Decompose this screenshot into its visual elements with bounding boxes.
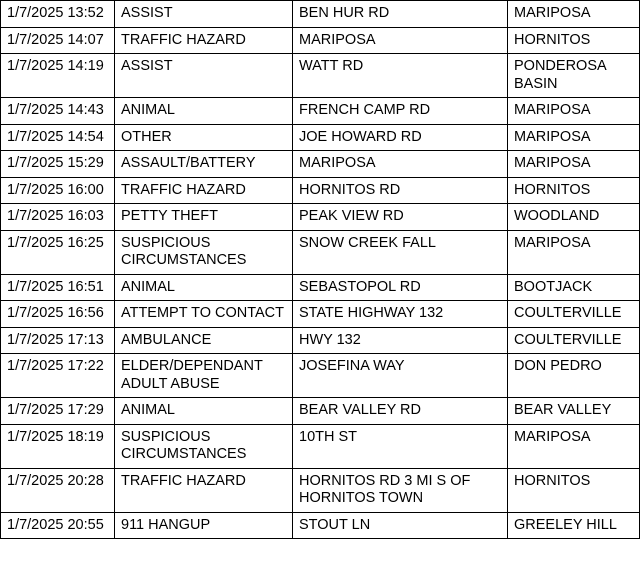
cell-type: ANIMAL xyxy=(115,274,293,301)
cell-area: BEAR VALLEY xyxy=(508,398,640,425)
cell-type: ASSAULT/BATTERY xyxy=(115,151,293,178)
cell-location: HORNITOS RD xyxy=(293,177,508,204)
cell-datetime: 1/7/2025 15:29 xyxy=(1,151,115,178)
table-row xyxy=(1,54,640,98)
cell-datetime: 1/7/2025 20:55 xyxy=(1,512,115,539)
cell-type: TRAFFIC HAZARD xyxy=(115,27,293,54)
cell-location: MARIPOSA xyxy=(293,27,508,54)
table-row xyxy=(1,151,640,178)
table-row xyxy=(1,98,640,125)
table-row xyxy=(1,468,640,512)
cell-type: 911 HANGUP xyxy=(115,512,293,539)
cell-datetime: 1/7/2025 14:19 xyxy=(1,54,115,98)
cell-location: HORNITOS RD 3 MI S OF HORNITOS TOWN xyxy=(293,468,508,512)
cell-type: ASSIST xyxy=(115,1,293,28)
cell-location: BEAR VALLEY RD xyxy=(293,398,508,425)
cell-area: BOOTJACK xyxy=(508,274,640,301)
cell-type: TRAFFIC HAZARD xyxy=(115,468,293,512)
cell-location: SNOW CREEK FALL xyxy=(293,230,508,274)
table-row xyxy=(1,124,640,151)
cell-area: WOODLAND xyxy=(508,204,640,231)
table-row xyxy=(1,230,640,274)
cell-type: PETTY THEFT xyxy=(115,204,293,231)
cell-location: STOUT LN xyxy=(293,512,508,539)
cell-location: JOSEFINA WAY xyxy=(293,354,508,398)
cell-type: ANIMAL xyxy=(115,398,293,425)
cell-area: MARIPOSA xyxy=(508,98,640,125)
cell-datetime: 1/7/2025 14:43 xyxy=(1,98,115,125)
cell-datetime: 1/7/2025 18:19 xyxy=(1,424,115,468)
cell-area: HORNITOS xyxy=(508,27,640,54)
table-row xyxy=(1,327,640,354)
cell-location: BEN HUR RD xyxy=(293,1,508,28)
cell-datetime: 1/7/2025 16:51 xyxy=(1,274,115,301)
cell-area: PONDEROSA BASIN xyxy=(508,54,640,98)
cell-datetime: 1/7/2025 16:56 xyxy=(1,301,115,328)
cell-type: SUSPICIOUS CIRCUMSTANCES xyxy=(115,424,293,468)
cell-location: SEBASTOPOL RD xyxy=(293,274,508,301)
cell-type: SUSPICIOUS CIRCUMSTANCES xyxy=(115,230,293,274)
table-row xyxy=(1,301,640,328)
cell-location: MARIPOSA xyxy=(293,151,508,178)
table-row xyxy=(1,424,640,468)
cell-type: ATTEMPT TO CONTACT xyxy=(115,301,293,328)
cell-location: PEAK VIEW RD xyxy=(293,204,508,231)
cell-type: AMBULANCE xyxy=(115,327,293,354)
table-row xyxy=(1,354,640,398)
table-row xyxy=(1,398,640,425)
cell-location: 10TH ST xyxy=(293,424,508,468)
cell-datetime: 1/7/2025 17:29 xyxy=(1,398,115,425)
cell-area: COULTERVILLE xyxy=(508,327,640,354)
table-row xyxy=(1,512,640,539)
table-row xyxy=(1,1,640,28)
cell-type: ASSIST xyxy=(115,54,293,98)
cell-area: HORNITOS xyxy=(508,468,640,512)
cell-datetime: 1/7/2025 14:54 xyxy=(1,124,115,151)
cell-area: MARIPOSA xyxy=(508,151,640,178)
cell-datetime: 1/7/2025 17:13 xyxy=(1,327,115,354)
table-row xyxy=(1,204,640,231)
cell-location: FRENCH CAMP RD xyxy=(293,98,508,125)
cell-location: STATE HIGHWAY 132 xyxy=(293,301,508,328)
cell-type: ANIMAL xyxy=(115,98,293,125)
cell-location: WATT RD xyxy=(293,54,508,98)
cell-area: MARIPOSA xyxy=(508,1,640,28)
cell-area: COULTERVILLE xyxy=(508,301,640,328)
cell-datetime: 1/7/2025 17:22 xyxy=(1,354,115,398)
cell-datetime: 1/7/2025 13:52 xyxy=(1,1,115,28)
table-row xyxy=(1,274,640,301)
cell-location: JOE HOWARD RD xyxy=(293,124,508,151)
table-row xyxy=(1,177,640,204)
cell-area: MARIPOSA xyxy=(508,230,640,274)
cell-datetime: 1/7/2025 16:00 xyxy=(1,177,115,204)
cell-datetime: 1/7/2025 16:03 xyxy=(1,204,115,231)
cell-area: GREELEY HILL xyxy=(508,512,640,539)
cell-area: MARIPOSA xyxy=(508,124,640,151)
table-row xyxy=(1,27,640,54)
cell-datetime: 1/7/2025 16:25 xyxy=(1,230,115,274)
cell-location: HWY 132 xyxy=(293,327,508,354)
cell-type: TRAFFIC HAZARD xyxy=(115,177,293,204)
cell-datetime: 1/7/2025 14:07 xyxy=(1,27,115,54)
cell-area: DON PEDRO xyxy=(508,354,640,398)
incident-log-body xyxy=(1,1,640,539)
cell-type: ELDER/DEPENDANT ADULT ABUSE xyxy=(115,354,293,398)
cell-type: OTHER xyxy=(115,124,293,151)
cell-area: HORNITOS xyxy=(508,177,640,204)
cell-area: MARIPOSA xyxy=(508,424,640,468)
cell-datetime: 1/7/2025 20:28 xyxy=(1,468,115,512)
